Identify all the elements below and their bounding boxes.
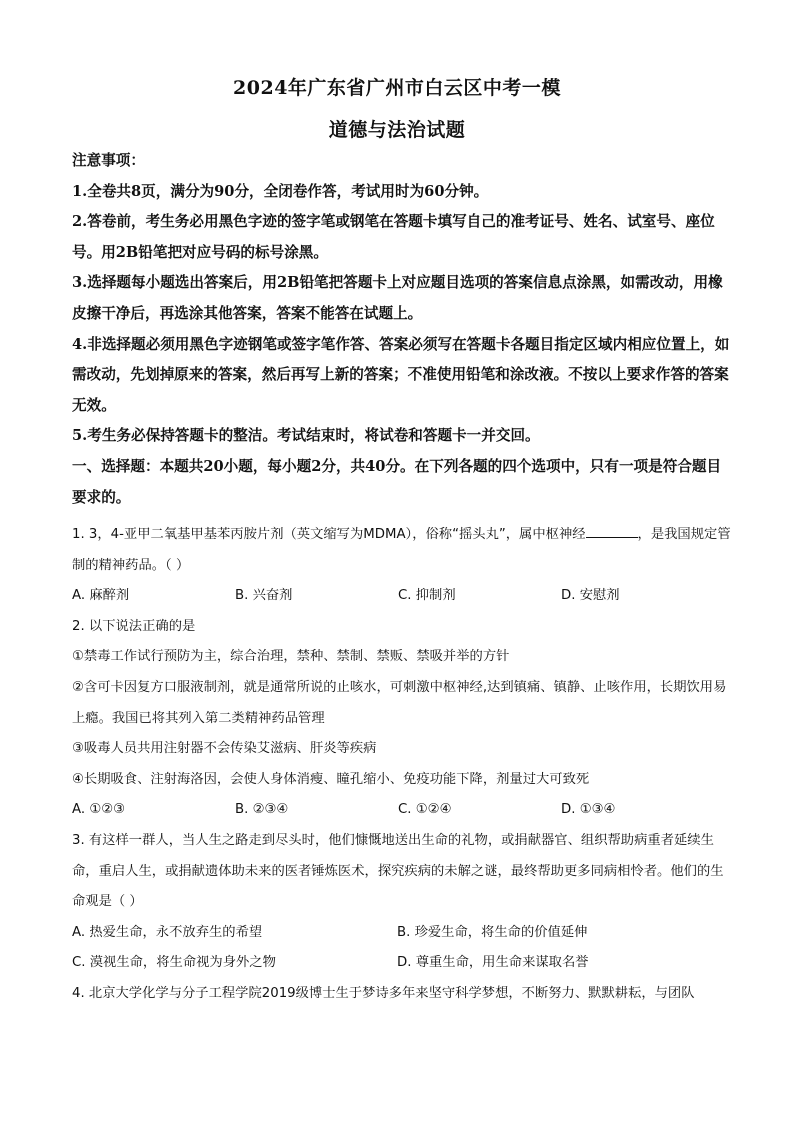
question-3-stem: 3. 有这样一群人，当人生之路走到尽头时，他们慷慨地送出生命的礼物，或捐献器官、组织帮助病重者延续生命，重启人生，或捐献遗体助未来的医者锤炼医术，探究疾病的未解之谜，最终帮助更多同病相怜者。他们的生命观是（ ） [72, 832, 724, 910]
option-a: A. ①②③ [72, 802, 126, 818]
option-b: B. ②③④ [235, 802, 289, 818]
section-heading: 一、选择题：本题共20小题，每小题2分，共40分。在下列各题的四个选项中，只有一项是符合题目要求的。 [72, 457, 722, 506]
instruction-item: 2.答卷前，考生务必用黑色字迹的签字笔或钢笔在答题卡填写自己的准考证号、姓名、试室号、座位号。用2B铅笔把对应号码的标号涂黑。 [72, 213, 715, 261]
option-c: C. 漠视生命，将生命视为身外之物 [72, 955, 276, 971]
instruction-item: 5.考生务必保持答题卡的整洁。考试结束时，将试卷和答题卡一并交回。 [72, 427, 540, 445]
answer-blank [586, 525, 638, 538]
statement-3: ③吸毒人员共用注射器不会传染艾滋病、肝炎等疾病 [72, 741, 377, 757]
option-a: A. 麻醉剂 [72, 588, 130, 604]
statement-1: ①禁毒工作试行预防为主，综合治理，禁种、禁制、禁贩、禁吸并举的方针 [72, 649, 510, 665]
statement-4: ④长期吸食、注射海洛因，会使人身体消瘦、瞳孔缩小、免疫功能下降，剂量过大可致死 [72, 771, 590, 787]
option-c: C. ①②④ [398, 802, 452, 818]
instruction-item: 3.选择题每小题选出答案后，用2B铅笔把答题卡上对应题目选项的答案信息点涂黑，如需改动，用橡皮擦干净后，再选涂其他答案，答案不能答在试题上。 [72, 274, 723, 322]
question-4-stem: 4. 北京大学化学与分子工程学院2019级博士生于梦诗多年来坚守科学梦想，不断努力、默默耕耘，与团队 [72, 985, 695, 1001]
option-d: D. 尊重生命，用生命来谋取名誉 [397, 955, 589, 971]
option-d: D. 安慰剂 [561, 588, 620, 604]
instruction-item: 4.非选择题必须用黑色字迹钢笔或签字笔作答、答案必须写在答题卡各题目指定区域内相应位置上，如需改动，先划掉原来的答案，然后再写上新的答案；不准使用铅笔和涂改液。不按以上要求作答的答案无效。 [72, 335, 730, 414]
question-2-stem: 2. 以下说法正确的是 [72, 618, 196, 634]
option-c: C. 抑制剂 [398, 588, 456, 604]
question-1-options [72, 581, 732, 612]
option-b: B. 兴奋剂 [235, 588, 293, 604]
option-b: B. 珍爱生命，将生命的价值延伸 [397, 924, 588, 940]
exam-title: 2024年广东省广州市白云区中考一模 [233, 77, 561, 99]
exam-subject-title: 道德与法治试题 [328, 119, 466, 141]
instructions [72, 146, 732, 513]
question-2-options [72, 795, 732, 826]
question-3-options-row-2 [72, 948, 732, 979]
instructions-heading: 注意事项： [72, 152, 145, 169]
instruction-item: 1.全卷共8页，满分为90分，全闭卷作答，考试用时为60分钟。 [72, 182, 489, 200]
option-a: A. 热爱生命，永不放弃生的希望 [72, 924, 263, 940]
question-1-stem: 1. 3，4-亚甲二氧基甲基苯丙胺片剂（英文缩写为MDMA），俗称“摇头丸”，属中枢神经 ，是我国规定管制的精神药品。（ ） [72, 527, 731, 573]
questions [72, 520, 732, 1010]
question-3-options-row-1 [72, 918, 732, 949]
statement-2: ②含可卡因复方口服液制剂，就是通常所说的止咳水，可刺激中枢神经,达到镇痛、镇静、止咳作用，长期饮用易上瘾。我国已将其列入第二类精神药品管理 [72, 679, 727, 726]
option-d: D. ①③④ [561, 802, 616, 818]
